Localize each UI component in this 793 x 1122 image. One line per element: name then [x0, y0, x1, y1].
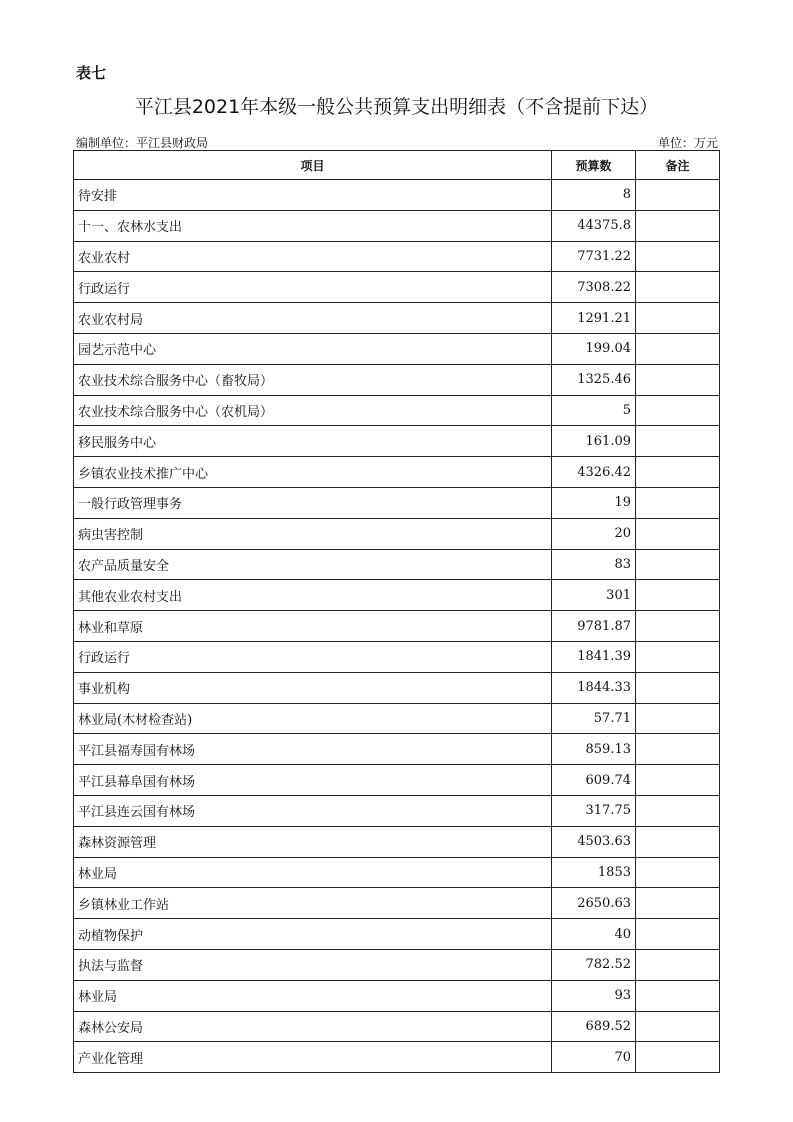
row-note: [636, 395, 720, 426]
row-note: [636, 303, 720, 334]
row-note: [636, 518, 720, 549]
row-budget-amount: 9781.87: [552, 611, 636, 642]
row-note: [636, 980, 720, 1011]
header-item: 项目: [74, 151, 552, 180]
table-row: [74, 580, 720, 611]
table-row: [74, 611, 720, 642]
table-row: [74, 303, 720, 334]
row-budget-amount: 7308.22: [552, 272, 636, 303]
table-row: [74, 949, 720, 980]
row-item-name: 行政运行: [74, 272, 552, 303]
row-budget-amount: 5: [552, 395, 636, 426]
row-item-name: 农产品质量安全: [74, 549, 552, 580]
row-note: [636, 703, 720, 734]
row-item-name: 移民服务中心: [74, 426, 552, 457]
row-note: [636, 180, 720, 211]
row-budget-amount: 1841.39: [552, 641, 636, 672]
row-item-name: 动植物保护: [74, 919, 552, 950]
table-row: [74, 888, 720, 919]
row-note: [636, 1042, 720, 1073]
row-note: [636, 1011, 720, 1042]
row-budget-amount: 689.52: [552, 1011, 636, 1042]
table-row: [74, 426, 720, 457]
row-budget-amount: 70: [552, 1042, 636, 1073]
row-note: [636, 241, 720, 272]
table-row: [74, 919, 720, 950]
row-item-name: 执法与监督: [74, 949, 552, 980]
table-row: [74, 672, 720, 703]
row-item-name: 一般行政管理事务: [74, 487, 552, 518]
row-item-name: 森林公安局: [74, 1011, 552, 1042]
row-budget-amount: 317.75: [552, 795, 636, 826]
row-budget-amount: 161.09: [552, 426, 636, 457]
table-row: [74, 180, 720, 211]
row-note: [636, 888, 720, 919]
row-item-name: 平江县连云国有林场: [74, 795, 552, 826]
row-budget-amount: 57.71: [552, 703, 636, 734]
row-budget-amount: 199.04: [552, 333, 636, 364]
table-row: [74, 457, 720, 488]
row-budget-amount: 19: [552, 487, 636, 518]
table-header-row: [74, 151, 720, 180]
row-note: [636, 580, 720, 611]
row-note: [636, 210, 720, 241]
table-row: [74, 857, 720, 888]
row-item-name: 园艺示范中心: [74, 333, 552, 364]
row-item-name: 其他农业农村支出: [74, 580, 552, 611]
row-note: [636, 549, 720, 580]
row-item-name: 农业农村: [74, 241, 552, 272]
row-budget-amount: 1291.21: [552, 303, 636, 334]
table-row: [74, 364, 720, 395]
table-row: [74, 549, 720, 580]
row-note: [636, 641, 720, 672]
row-budget-amount: 4326.42: [552, 457, 636, 488]
row-budget-amount: 1853: [552, 857, 636, 888]
row-item-name: 林业局: [74, 857, 552, 888]
row-budget-amount: 2650.63: [552, 888, 636, 919]
row-budget-amount: 8: [552, 180, 636, 211]
row-budget-amount: 1844.33: [552, 672, 636, 703]
table-row: [74, 333, 720, 364]
row-item-name: 待安排: [74, 180, 552, 211]
row-item-name: 平江县幕阜国有林场: [74, 765, 552, 796]
row-item-name: 农业技术综合服务中心（农机局）: [74, 395, 552, 426]
row-note: [636, 765, 720, 796]
table-row: [74, 641, 720, 672]
table-row: [74, 980, 720, 1011]
row-note: [636, 364, 720, 395]
table-row: [74, 487, 720, 518]
table-row: [74, 1011, 720, 1042]
table-row: [74, 518, 720, 549]
row-item-name: 产业化管理: [74, 1042, 552, 1073]
header-amount: 预算数: [552, 151, 636, 180]
row-note: [636, 426, 720, 457]
row-note: [636, 333, 720, 364]
row-item-name: 乡镇林业工作站: [74, 888, 552, 919]
row-note: [636, 949, 720, 980]
row-item-name: 十一、农林水支出: [74, 210, 552, 241]
row-budget-amount: 4503.63: [552, 826, 636, 857]
row-note: [636, 457, 720, 488]
row-item-name: 事业机构: [74, 672, 552, 703]
row-note: [636, 826, 720, 857]
row-note: [636, 672, 720, 703]
table-row: [74, 734, 720, 765]
compiling-unit: 编制单位：平江县财政局: [76, 136, 209, 150]
row-item-name: 林业局: [74, 980, 552, 1011]
row-budget-amount: 1325.46: [552, 364, 636, 395]
table-row: [74, 395, 720, 426]
table-number: 表七: [76, 64, 107, 82]
row-item-name: 林业和草原: [74, 611, 552, 642]
row-item-name: 林业局(木材检查站): [74, 703, 552, 734]
table-row: [74, 765, 720, 796]
table-row: [74, 272, 720, 303]
row-note: [636, 272, 720, 303]
row-item-name: 农业技术综合服务中心（畜牧局）: [74, 364, 552, 395]
row-budget-amount: 609.74: [552, 765, 636, 796]
row-note: [636, 611, 720, 642]
row-budget-amount: 40: [552, 919, 636, 950]
table-row: [74, 795, 720, 826]
table-row: [74, 241, 720, 272]
table-row: [74, 826, 720, 857]
row-item-name: 农业农村局: [74, 303, 552, 334]
row-note: [636, 857, 720, 888]
budget-table: [73, 150, 720, 1073]
row-item-name: 平江县福寿国有林场: [74, 734, 552, 765]
row-budget-amount: 20: [552, 518, 636, 549]
row-item-name: 乡镇农业技术推广中心: [74, 457, 552, 488]
row-budget-amount: 93: [552, 980, 636, 1011]
row-budget-amount: 859.13: [552, 734, 636, 765]
row-note: [636, 734, 720, 765]
table-row: [74, 703, 720, 734]
table-row: [74, 1042, 720, 1073]
row-item-name: 病虫害控制: [74, 518, 552, 549]
header-note: 备注: [636, 151, 720, 180]
row-note: [636, 919, 720, 950]
table-row: [74, 210, 720, 241]
document-title: 平江县2021年本级一般公共预算支出明细表（不含提前下达）: [134, 96, 659, 118]
row-budget-amount: 301: [552, 580, 636, 611]
row-budget-amount: 7731.22: [552, 241, 636, 272]
row-note: [636, 795, 720, 826]
row-budget-amount: 44375.8: [552, 210, 636, 241]
table-body: [74, 180, 720, 1073]
currency-unit: 单位：万元: [657, 136, 718, 150]
row-budget-amount: 782.52: [552, 949, 636, 980]
row-budget-amount: 83: [552, 549, 636, 580]
row-item-name: 森林资源管理: [74, 826, 552, 857]
row-note: [636, 487, 720, 518]
row-item-name: 行政运行: [74, 641, 552, 672]
